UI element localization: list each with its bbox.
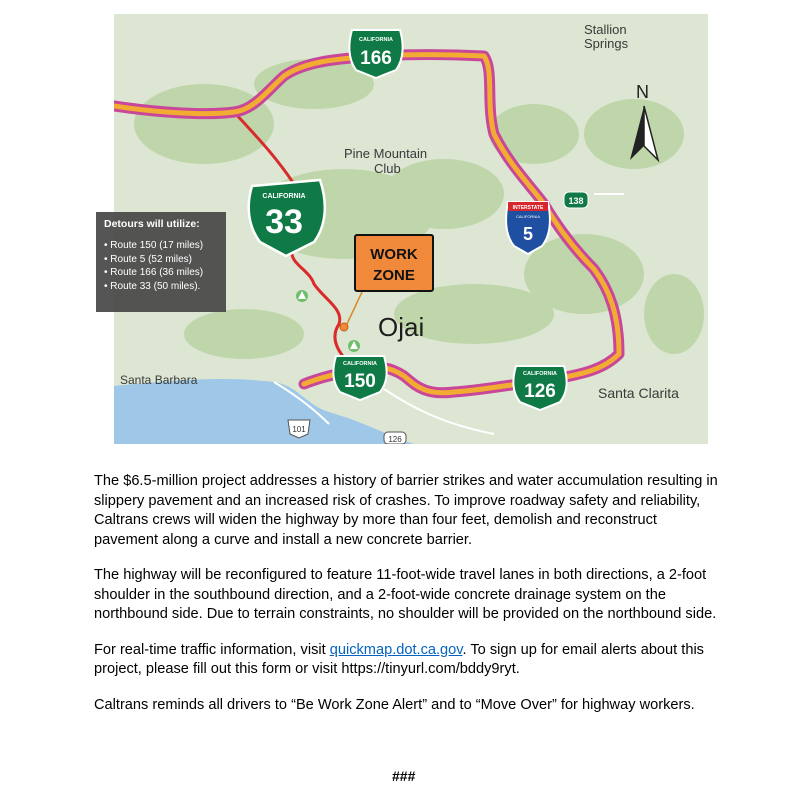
label-stallion-springs-2: Springs [584, 36, 629, 51]
paragraph-traffic-info [94, 641, 718, 680]
route-150-shield [333, 356, 386, 400]
detours-list [104, 239, 218, 293]
paragraph-reconfiguration: The highway will be reconfigured to feature 11-foot-wide travel lanes in both directions, a 2-foot shoulder in the southbound direction, and a 2-foot-wide concrete drainage system on the northbound side. Due to terrain constraints, no shoulder will be provided on the northbound side. [94, 567, 717, 622]
detour-item: • Route 33 (50 miles). [104, 280, 218, 294]
svg-text:101: 101 [292, 425, 306, 434]
label-stallion-springs-1: Stallion [584, 22, 627, 37]
work-zone-text-1: WORK [370, 246, 418, 263]
work-zone-text-2: ZONE [373, 267, 415, 284]
traffic-info-text-end: . To sign up for email alerts about this project, please fill out this form or visit https://tinyurl.com/bddy9ryt. [94, 641, 704, 677]
route-138-shield [564, 192, 588, 208]
route-126-shield [513, 366, 566, 410]
detour-item: • Route 5 (52 miles) [104, 253, 218, 267]
detours-legend [96, 212, 226, 312]
svg-text:CALIFORNIA: CALIFORNIA [262, 193, 306, 200]
svg-text:CALIFORNIA: CALIFORNIA [343, 361, 377, 367]
label-pine-mountain-2: Club [374, 161, 401, 176]
route-166-shield [349, 30, 402, 78]
press-release-body [94, 472, 718, 731]
label-ojai: Ojai [378, 312, 425, 342]
traffic-info-text: For real-time traffic information, visit [94, 641, 330, 658]
svg-text:33: 33 [265, 203, 303, 241]
svg-text:CALIFORNIA: CALIFORNIA [515, 214, 541, 219]
svg-text:138: 138 [568, 196, 584, 206]
svg-text:150: 150 [344, 371, 376, 392]
quickmap-link[interactable]: quickmap.dot.ca.gov [329, 641, 463, 658]
svg-text:CALIFORNIA: CALIFORNIA [359, 37, 393, 43]
svg-text:5: 5 [522, 224, 534, 244]
paragraph-project-summary: The $6.5-million project addresses a history of barrier strikes and water accumulation resulting in slippery pavement and an increased risk of crashes. To improve roadway safety and reliability, Caltrans crews will widen the highway by more than four feet, demolish and reconstruct pavement along a curve and install a new concrete barrier. [94, 473, 718, 548]
svg-text:126: 126 [524, 381, 556, 402]
detour-item: • Route 150 (17 miles) [104, 239, 218, 253]
end-mark: ### [392, 768, 416, 784]
label-santa-clarita: Santa Clarita [598, 385, 679, 401]
svg-text:CALIFORNIA: CALIFORNIA [523, 371, 557, 377]
svg-text:INTERSTATE: INTERSTATE [512, 205, 544, 211]
label-pine-mountain-1: Pine Mountain [344, 146, 428, 161]
label-santa-barbara: Santa Barbara [120, 373, 198, 387]
paragraph-reminder: Caltrans reminds all drivers to “Be Work Zone Alert” and to “Move Over” for highway workers. [94, 696, 695, 713]
route-126-small-shield [384, 432, 406, 444]
north-label: N [636, 82, 649, 102]
svg-text:166: 166 [360, 48, 392, 69]
detours-title: Detours will utilize: [104, 218, 200, 230]
svg-text:126: 126 [388, 435, 402, 444]
detour-item: • Route 166 (36 miles) [104, 266, 218, 280]
